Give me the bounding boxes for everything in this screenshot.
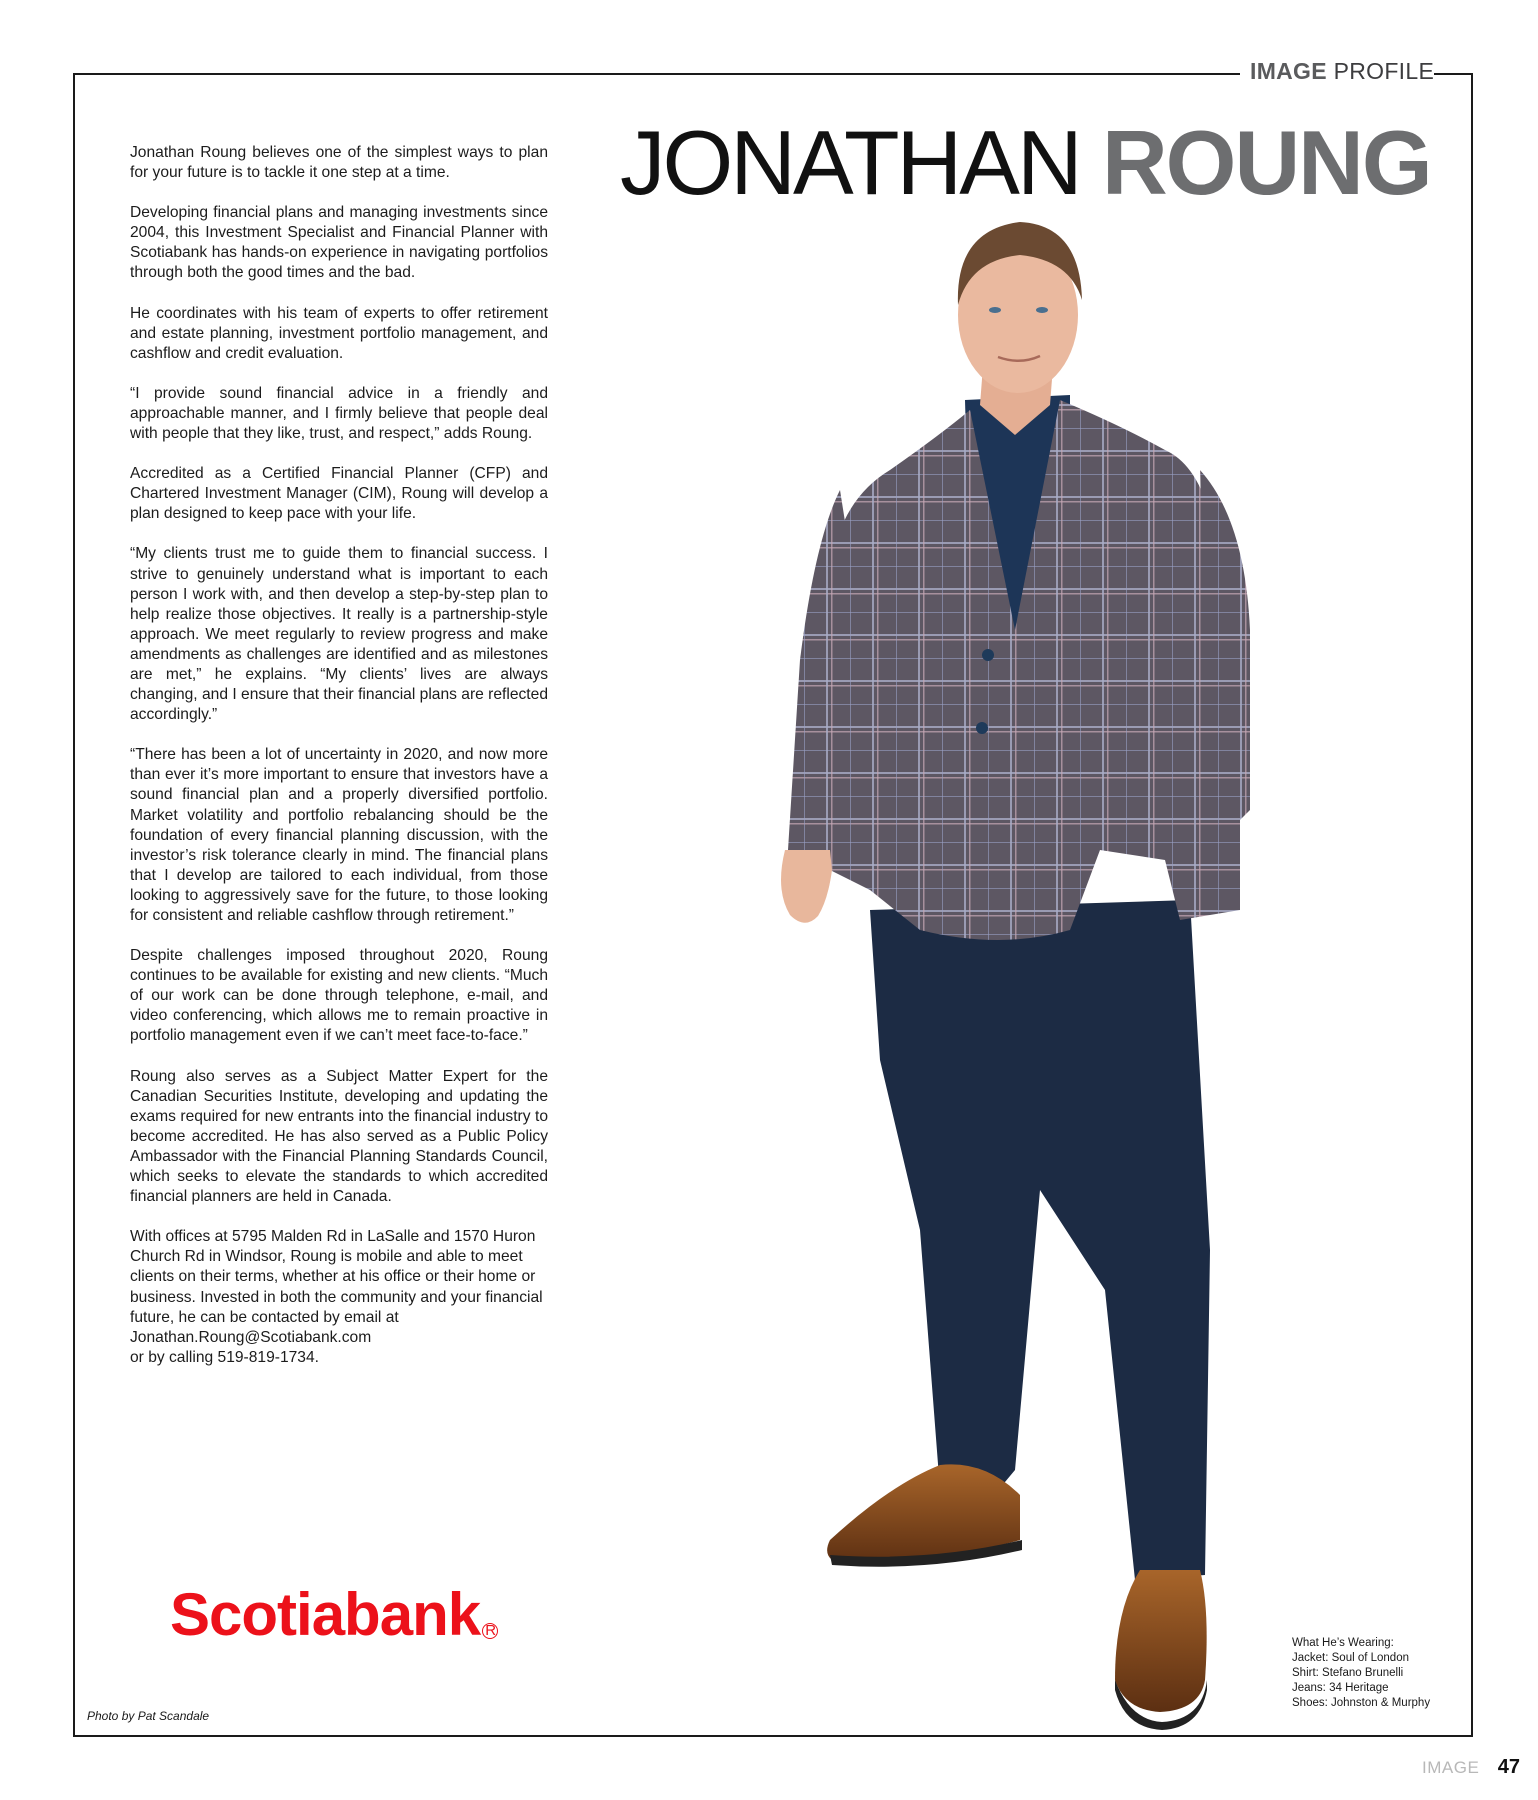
registered-mark-icon: R: [482, 1623, 498, 1639]
frame-top-border-end: [1434, 73, 1473, 75]
eye: [1036, 307, 1048, 313]
article-paragraph: He coordinates with his team of experts to offer retirement and estate planning, investment portfolio management, and cashflow and credit evaluation.: [130, 304, 548, 362]
eye: [989, 307, 1001, 313]
title-last-name: ROUNG: [1101, 113, 1431, 214]
wardrobe-item: Shirt: Stefano Brunelli: [1292, 1667, 1404, 1679]
jacket-button: [982, 649, 994, 661]
article-paragraph: Accredited as a Certified Financial Planner (CFP) and Chartered Investment Manager (CIM), Roung will develop a plan designed to keep pace with your life.: [130, 465, 548, 523]
page-number: 47: [1497, 1756, 1520, 1778]
article-paragraph: “I provide sound financial advice in a friendly and approachable manner, and I firmly believe that people deal with people that they like, trust, and respect,” adds Roung.: [130, 384, 548, 443]
section-label: [1250, 58, 1434, 85]
article-paragraph: Despite challenges imposed throughout 2020, Roung continues to be available for existing and new clients. “Much of our work can be done through telephone, e-mail, and video conferencing, which allows me to remain proactive in portfolio management even if we can’t meet face-to-face.”: [130, 947, 548, 1045]
contact-phone: or by calling 519-819-1734.: [130, 1348, 319, 1366]
scotiabank-logo: [170, 1581, 498, 1648]
page-folio: [1422, 1756, 1520, 1779]
frame-right-border: [1471, 73, 1473, 1737]
frame-top-border: [73, 73, 1240, 75]
article-body: [130, 143, 548, 1388]
logo-wordmark: Scotiabank: [170, 1581, 481, 1648]
article-paragraph: Roung also serves as a Subject Matter Expert for the Canadian Securities Institute, developing and updating the exams required for new entrants into the financial industry to become accredited. He has also served as a Public Policy Ambassador with the Financial Planning Standards Council, which seeks to elevate the standards to which accredited financial planners are held in Canada.: [130, 1067, 548, 1206]
article-paragraph: Developing financial plans and managing investments since 2004, this Investment Specialist and Financial Planner with Scotiabank has hands-on experience in navigating portfolios through both the good times and the bad.: [130, 204, 548, 282]
portrait-photo: [770, 210, 1310, 1730]
left-hand: [781, 850, 832, 923]
right-shoe: [1115, 1570, 1207, 1712]
wardrobe-credits: [1292, 1636, 1430, 1711]
page-title: [620, 113, 1431, 214]
article-paragraph: Jonathan Roung believes one of the simplest ways to plan for your future is to tackle it one step at a time.: [130, 144, 548, 182]
article-paragraph: “My clients trust me to guide them to financial success. I strive to genuinely understand what is important to each person I work with, and then develop a step-by-step plan to help realize those objectives. It really is a partnership-style approach. We meet regularly to review progress and make amendments as challenges are identified and as milestones are met,” he explains. “My clients’ lives are always changing, and I ensure that their financial plans are reflected accordingly.”: [130, 545, 548, 724]
contact-email-link[interactable]: Jonathan.Roung@Scotiabank.com: [130, 1328, 372, 1346]
folio-magazine-name: IMAGE: [1422, 1758, 1480, 1777]
wardrobe-item: Jacket: Soul of London: [1292, 1652, 1409, 1664]
section-label-regular: PROFILE: [1333, 58, 1435, 84]
jacket-button: [976, 722, 988, 734]
frame-left-border: [73, 73, 75, 1737]
frame-bottom-border: [73, 1735, 1473, 1737]
photo-credit: Photo by Pat Scandale: [87, 1709, 210, 1723]
wardrobe-heading: What He’s Wearing:: [1292, 1637, 1394, 1649]
wardrobe-item: Jeans: 34 Heritage: [1292, 1682, 1389, 1694]
section-label-bold: IMAGE: [1250, 58, 1327, 84]
wardrobe-item: Shoes: Johnston & Murphy: [1292, 1697, 1431, 1709]
closing-text: With offices at 5795 Malden Rd in LaSalle and 1570 Huron Church Rd in Windsor, Roung is mobile and able to meet clients on their terms, whether at his office or their home or business. Invested in both the community and your financial future, he can be contacted by email at: [130, 1228, 543, 1326]
article-paragraph: “There has been a lot of uncertainty in 2020, and now more than ever it’s more important to ensure that investors have a sound financial plan and a properly diversified portfolio. Market volatility and portfolio rebalancing should be the foundation of every financial planning discussion, with the investor’s risk tolerance clearly in mind. The financial plans that I develop are tailored to each individual, from those looking to aggressively save for the future, to those looking for consistent and reliable cashflow through retirement.”: [130, 746, 548, 924]
title-first-name: JONATHAN: [620, 113, 1080, 214]
closing-paragraph: [130, 1227, 548, 1368]
